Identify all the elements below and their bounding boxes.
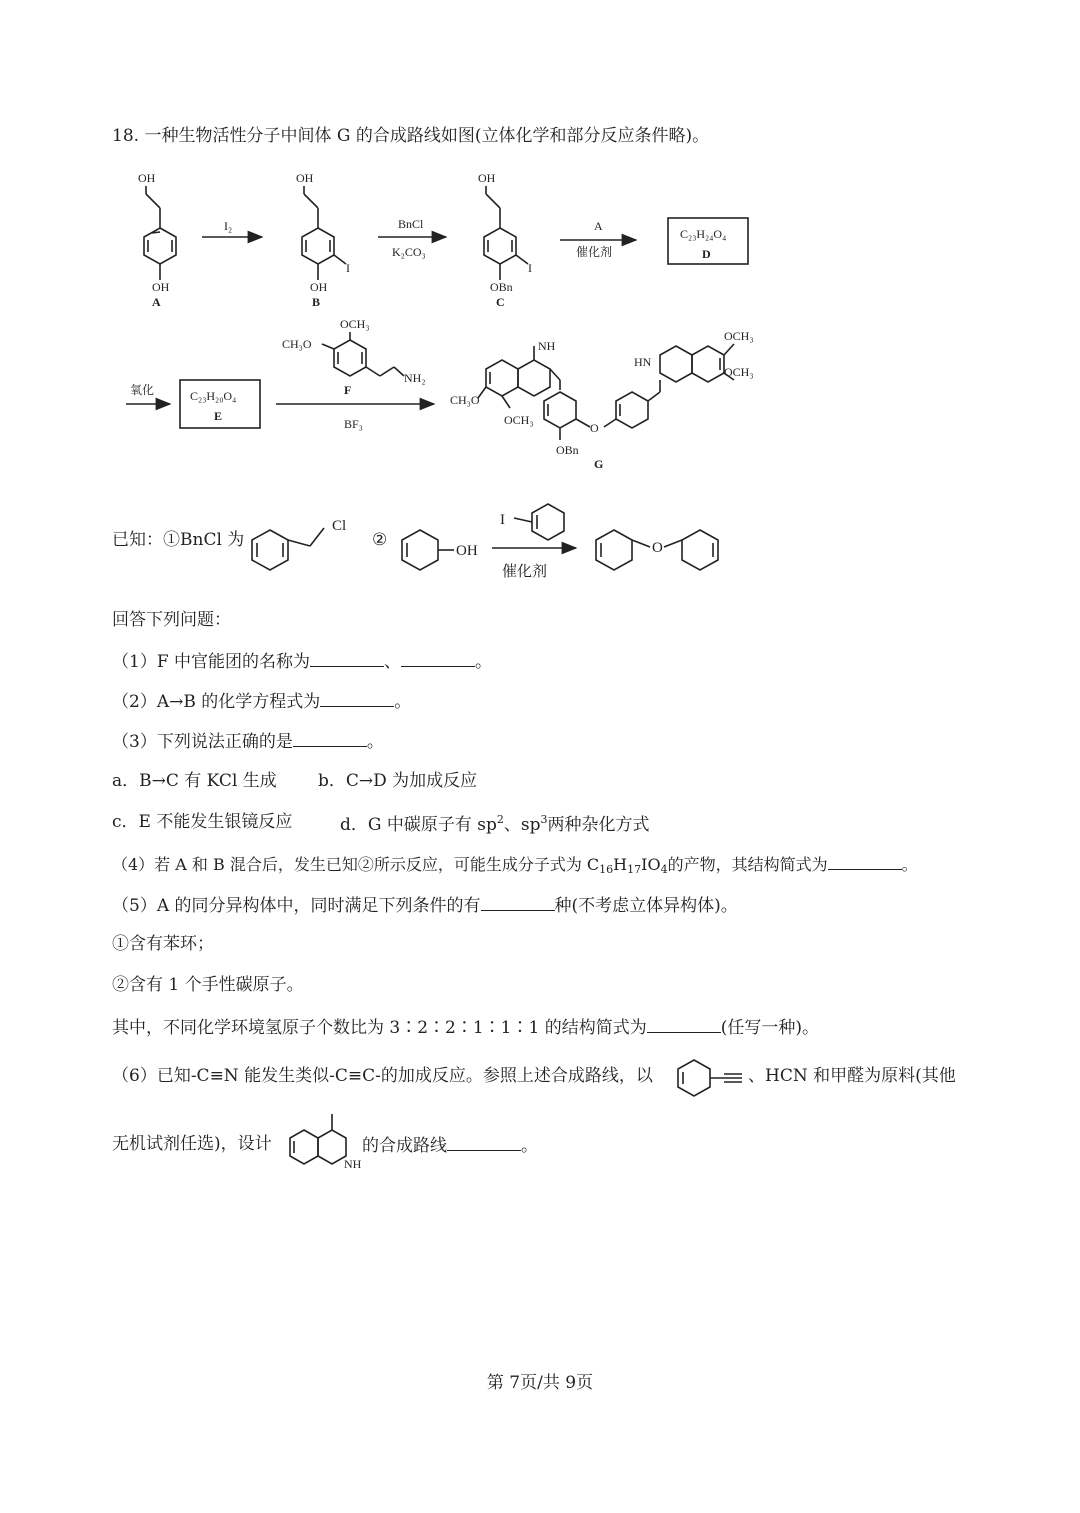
known-iodo: I bbox=[500, 512, 505, 528]
compound-c-structure bbox=[484, 186, 528, 280]
answer-blank-1b[interactable] bbox=[401, 652, 475, 667]
option-c: c．E 不能发生银镜反应 bbox=[112, 812, 293, 832]
answer-blank-1a[interactable] bbox=[310, 652, 384, 667]
formula-e: C₂₃H₂₀O₄ bbox=[190, 389, 237, 403]
target-thiq-structure bbox=[290, 1114, 346, 1164]
question-number: 18. bbox=[112, 126, 140, 146]
f-ch3o: CH₃O bbox=[282, 337, 312, 351]
question-5: （5）A 的同分异构体中，同时满足下列条件的有 种(不考虑立体异构体)。 bbox=[112, 896, 738, 916]
f-nh2: NH₂ bbox=[404, 371, 426, 385]
compound-a-structure bbox=[144, 186, 176, 280]
label-f: F bbox=[344, 383, 352, 397]
reagent-catalyst: 催化剂 bbox=[576, 245, 613, 259]
c-obn: OBn bbox=[490, 280, 513, 294]
b-iodo: I bbox=[346, 261, 350, 275]
question-5-ratio: 其中，不同化学环境氢原子个数比为 3∶2∶2∶1∶1∶1 的结构简式为 (任写一种)。 bbox=[112, 1018, 819, 1038]
target-nh: NH bbox=[344, 1157, 362, 1171]
a-oh-bottom: OH bbox=[152, 280, 170, 294]
condition-2: ②含有 1 个手性碳原子。 bbox=[112, 975, 304, 995]
phenylacetylene-structure bbox=[678, 1060, 742, 1096]
question-text: 一种生物活性分子中间体 G 的合成路线如图(立体化学和部分反应条件略)。 bbox=[144, 126, 710, 146]
g-ch3o-left: CH₃O bbox=[450, 393, 480, 407]
question-1: （1）F 中官能团的名称为 、 。 bbox=[112, 652, 493, 672]
reagent-a: A bbox=[594, 219, 603, 233]
reagent-bf3: BF₃ bbox=[344, 417, 363, 431]
question-2: （2）A→B 的化学方程式为 。 bbox=[112, 692, 412, 712]
b-oh-top: OH bbox=[296, 171, 314, 185]
reagent-bncl: BnCl bbox=[398, 217, 424, 231]
label-e: E bbox=[214, 409, 223, 423]
c-iodo: I bbox=[528, 261, 532, 275]
question-6-line2-start: 无机试剂任选)，设计 bbox=[112, 1134, 272, 1154]
known-oh: OH bbox=[456, 543, 478, 559]
page-footer: 第 7页/共 9页 bbox=[486, 1373, 594, 1393]
g-hn-right: HN bbox=[634, 355, 652, 369]
answer-blank-2[interactable] bbox=[320, 692, 394, 707]
a-oh-top: OH bbox=[138, 171, 156, 185]
question-6-line1-end: 、HCN 和甲醛为原料(其他 bbox=[748, 1066, 956, 1086]
option-a: a．B→C 有 KCl 生成 bbox=[112, 771, 277, 791]
b-oh-bottom: OH bbox=[310, 280, 328, 294]
g-obn: OBn bbox=[556, 443, 579, 457]
answer-blank-5[interactable] bbox=[481, 896, 555, 911]
iodobenzene-structure bbox=[514, 504, 564, 540]
reagent-oxidation: 氧化 bbox=[130, 383, 155, 397]
formula-d: C₂₃H₂₄O₄ bbox=[680, 227, 727, 241]
bncl-structure bbox=[252, 528, 324, 570]
question-6-line2-end: 的合成路线 。 bbox=[362, 1136, 538, 1156]
answer-blank-3[interactable] bbox=[293, 732, 367, 747]
known-ether-o: O bbox=[652, 540, 663, 556]
phenol-structure bbox=[402, 530, 454, 570]
condition-1: ①含有苯环； bbox=[112, 934, 214, 954]
g-nh-left: NH bbox=[538, 339, 556, 353]
c-oh-top: OH bbox=[478, 171, 496, 185]
answer-blank-4[interactable] bbox=[828, 855, 902, 870]
reagent-k2co3: K₂CO₃ bbox=[392, 245, 426, 259]
label-g: G bbox=[594, 457, 604, 471]
option-d: d．G 中碳原子有 $sp^2$、$sp^3$两种杂化方式 bbox=[340, 813, 650, 835]
known-prefix: 已知：①BnCl 为 bbox=[112, 530, 245, 550]
answer-blank-5b[interactable] bbox=[647, 1018, 721, 1033]
known-cl: Cl bbox=[332, 518, 347, 534]
question-stem bbox=[112, 128, 709, 145]
question-4: （4）若 A 和 B 混合后，发生已知②所示反应，可能生成分子式为 $C_{16}H_{17}IO_4$的产物，其结构简式为 。 bbox=[112, 855, 918, 876]
reagent-i2: I₂ bbox=[224, 219, 233, 233]
known-item2: ② bbox=[372, 530, 388, 550]
label-d: D bbox=[702, 247, 711, 261]
option-b: b．C→D 为加成反应 bbox=[318, 771, 478, 791]
label-c: C bbox=[496, 295, 505, 309]
known-catalyst: 催化剂 bbox=[502, 564, 548, 580]
f-och3: OCH₃ bbox=[340, 317, 370, 331]
question-3: （3）下列说法正确的是 。 bbox=[112, 732, 384, 752]
g-och3-right-top: OCH₃ bbox=[724, 329, 754, 343]
g-och3-left: OCH₃ bbox=[504, 413, 534, 427]
question-6-line1: （6）已知-C≡N 能发生类似-C≡C-的加成反应。参照上述合成路线，以 bbox=[112, 1066, 653, 1086]
compound-b-structure bbox=[302, 186, 346, 280]
label-b: B bbox=[312, 295, 321, 309]
g-ether-o: O bbox=[590, 421, 599, 435]
compound-f-structure bbox=[322, 332, 404, 376]
answer-blank-6[interactable] bbox=[447, 1136, 521, 1151]
answer-prompt: 回答下列问题： bbox=[112, 610, 231, 630]
g-och3-right-bottom: OCH₃ bbox=[724, 365, 754, 379]
label-a: A bbox=[152, 295, 161, 309]
